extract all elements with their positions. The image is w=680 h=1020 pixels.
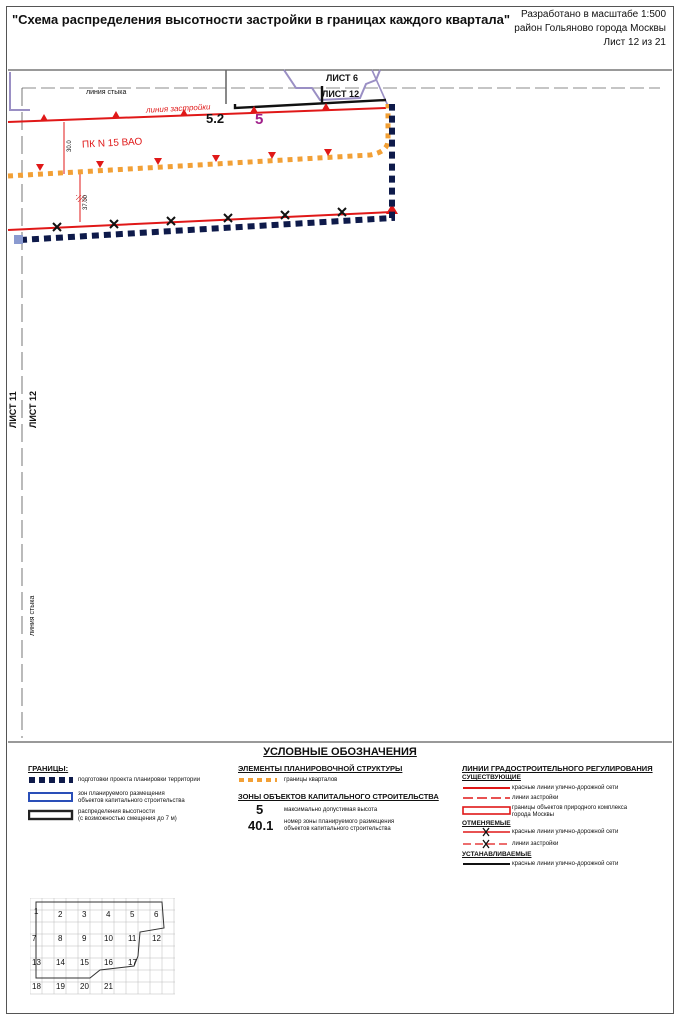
legend-zone-text-2: объектов капитального строительства xyxy=(284,826,391,832)
legend-regulation-swatches xyxy=(462,782,512,882)
key-cell-4: 4 xyxy=(106,910,111,919)
legend-boundaries-heading: ГРАНИЦЫ: xyxy=(28,764,69,773)
legend-boundary-1: подготовки проекта планировки территории xyxy=(78,777,201,783)
key-cell-21: 21 xyxy=(104,982,113,991)
sheet-number: Лист 12 из 21 xyxy=(603,37,666,48)
key-cell-3: 3 xyxy=(82,910,87,919)
seam-line-left-label: линия стыка xyxy=(29,595,36,636)
legend-cancelled-building: линии застройки xyxy=(512,841,559,847)
legend-title: УСЛОВНЫЕ ОБОЗНАЧЕНИЯ xyxy=(263,746,417,758)
sheet-title: "Схема распределения высотности застройки в границах каждого квартала" xyxy=(12,12,511,27)
legend-boundary-3a: распределения высотности xyxy=(78,809,155,815)
legend-natural-1: границы объектов природного комплекса xyxy=(512,805,628,811)
legend-existing-heading: СУЩЕСТВУЮЩИЕ xyxy=(462,774,521,781)
legend-natural-2: города Москвы xyxy=(512,812,554,818)
key-cell-7: 7 xyxy=(32,934,37,943)
district-text: район Гольяново города Москвы xyxy=(514,23,666,34)
legend-regulation-heading: ЛИНИИ ГРАДОСТРОИТЕЛЬНОГО РЕГУЛИРОВАНИЯ xyxy=(462,764,653,773)
key-cell-20: 20 xyxy=(80,982,89,991)
sheet-12-left-label: ЛИСТ 12 xyxy=(28,390,38,428)
key-cell-1: 1 xyxy=(34,907,39,916)
legend-quarter-swatch xyxy=(238,776,278,784)
legend-quarter-text: границы кварталов xyxy=(284,777,338,783)
building-outline-left xyxy=(10,72,30,110)
key-cell-9: 9 xyxy=(82,934,87,943)
legend-height-text: максимально допустимая высота xyxy=(284,807,378,813)
key-cell-8: 8 xyxy=(58,934,63,943)
sheet-11-label: ЛИСТ 11 xyxy=(8,391,18,428)
boundary-end-marker xyxy=(14,235,23,244)
dim-37-label: 37.00 xyxy=(83,194,89,210)
seam-line-top-label: линия стыка xyxy=(86,89,127,96)
legend-established-red: красные линии улично-дорожной сети xyxy=(512,861,619,867)
key-cell-17: 17 xyxy=(128,958,137,967)
legend-zone-text-1: номер зоны планируемого размещения xyxy=(284,819,395,825)
building-line-label: линия застройки xyxy=(145,102,211,115)
legend-red-lines: красные линии улично-дорожной сети xyxy=(512,785,619,791)
legend-planning-heading: ЭЛЕМЕНТЫ ПЛАНИРОВОЧНОЙ СТРУКТУРЫ xyxy=(238,764,403,773)
cancelled-crosses xyxy=(53,208,346,231)
established-line xyxy=(235,100,386,108)
key-cell-18: 18 xyxy=(32,982,41,991)
dim-30-label: 30.0 xyxy=(67,140,73,152)
key-cell-13: 13 xyxy=(32,958,41,967)
key-cell-14: 14 xyxy=(56,958,65,967)
legend-boundary-3b: (с возможностью смещения до 7 м) xyxy=(78,816,177,822)
pk-label: ПК N 15 ВАО xyxy=(81,136,143,151)
legend-building-lines: линии застройки xyxy=(512,795,559,801)
key-cell-2: 2 xyxy=(58,910,63,919)
key-cell-10: 10 xyxy=(104,934,113,943)
swatch-height-boundary xyxy=(29,811,72,819)
legend-cancelled-red: красные линии улично-дорожной сети xyxy=(512,829,619,835)
legend-boundary-2a: зон планируемого размещения xyxy=(78,791,165,797)
sheet-6-label: ЛИСТ 6 xyxy=(326,73,359,83)
key-cell-5: 5 xyxy=(130,910,135,919)
legend-cancelled-heading: ОТМЕНЯЕМЫЕ xyxy=(462,820,511,827)
legend-boundary-2b: объектов капитального строительства xyxy=(78,798,185,804)
legend-zone-value: 40.1 xyxy=(248,818,274,833)
swatch-zone-boundary xyxy=(29,793,72,801)
sheet-12-top-label: ЛИСТ 12 xyxy=(322,89,360,99)
zone-number: 5.2 xyxy=(206,111,225,126)
legend-height-value: 5 xyxy=(256,802,264,817)
swatch-natural-boundary xyxy=(463,807,510,814)
key-cell-6: 6 xyxy=(154,910,159,919)
key-cell-16: 16 xyxy=(104,958,113,967)
scale-text: Разработано в масштабе 1:500 xyxy=(520,9,666,20)
legend-boundary-swatches xyxy=(28,774,74,824)
max-height-value: 5 xyxy=(255,111,264,128)
key-cell-15: 15 xyxy=(80,958,89,967)
legend-established-heading: УСТАНАВЛИВАЕМЫЕ xyxy=(462,851,532,858)
legend-zones-heading: ЗОНЫ ОБЪЕКТОВ КАПИТАЛЬНОГО СТРОИТЕЛЬСТВА xyxy=(238,792,439,801)
key-cell-19: 19 xyxy=(56,982,65,991)
key-cell-11: 11 xyxy=(128,934,137,943)
key-cell-12: 12 xyxy=(152,934,161,943)
